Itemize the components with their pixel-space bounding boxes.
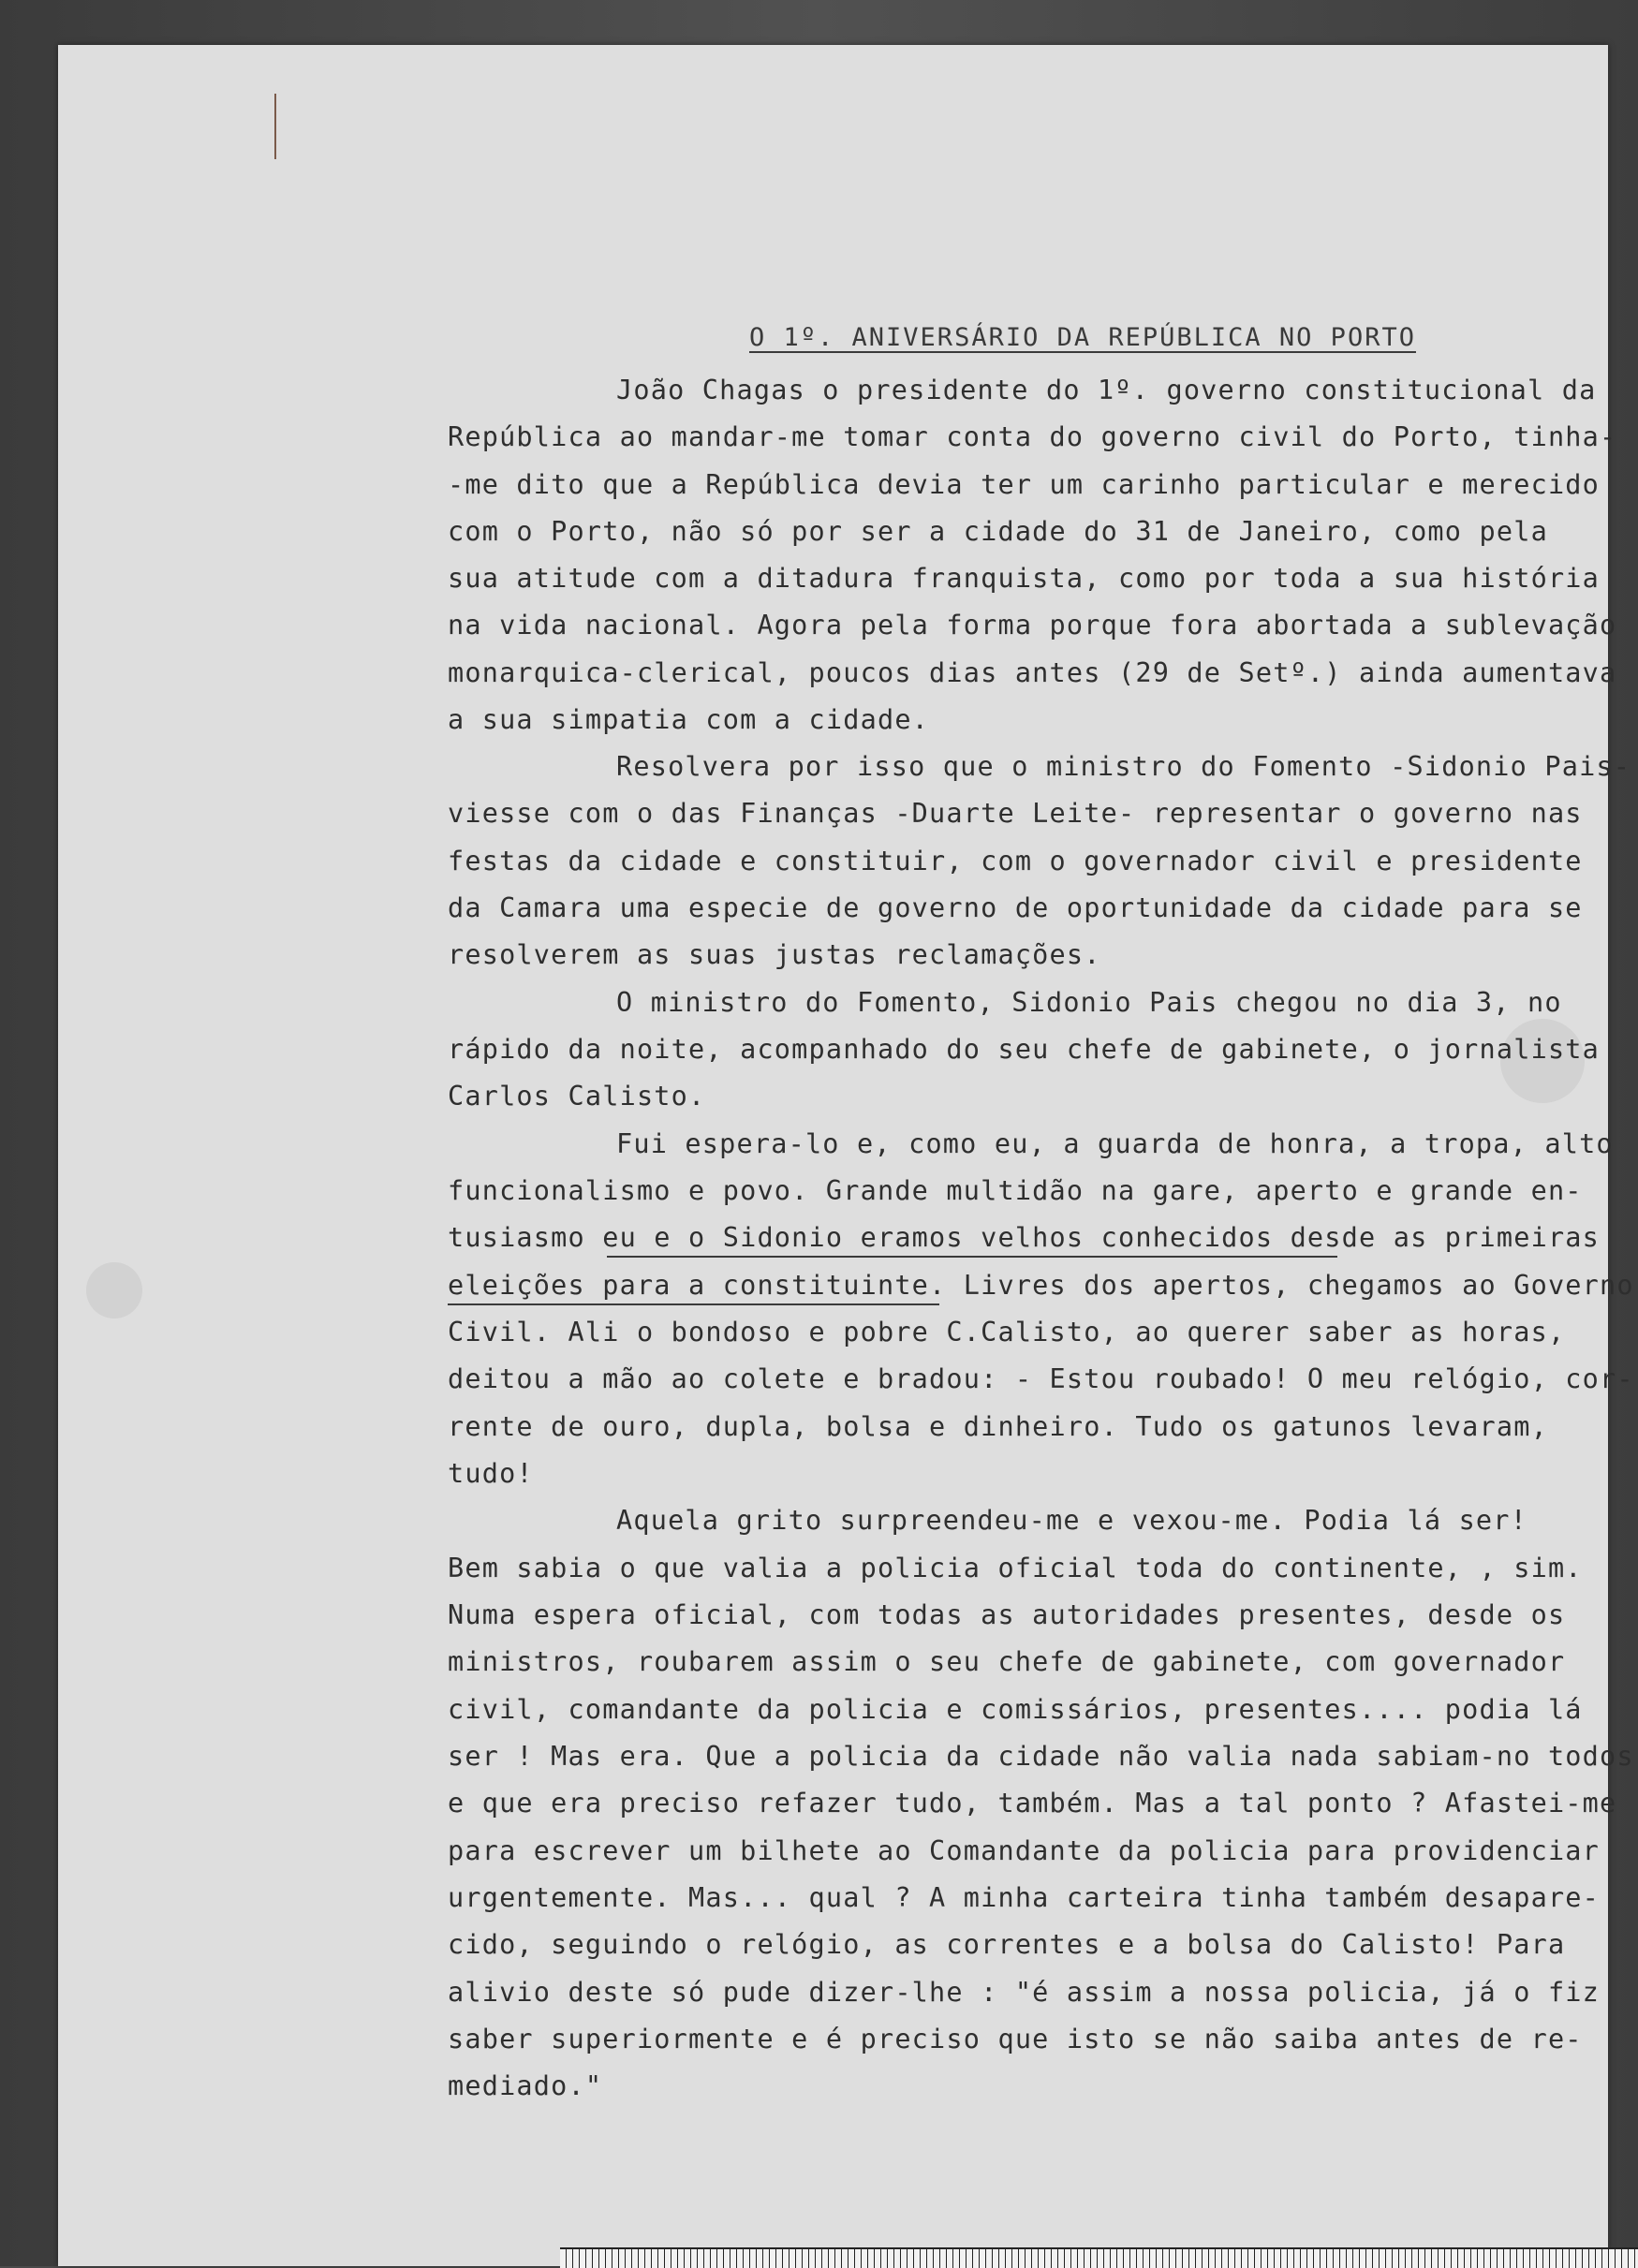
text-line: O ministro do Fomento, Sidonio Pais chegou no dia 3, no bbox=[616, 987, 1562, 1018]
pen-mark-icon bbox=[273, 94, 277, 159]
text-line: e que era preciso refazer tudo, também. Mas a tal ponto ? Afastei-me bbox=[448, 1788, 1617, 1819]
text-line: Fui espera-lo e, como eu, a guarda de honra, a tropa, alto bbox=[616, 1128, 1614, 1159]
text-line: Aquela grito surpreendeu-me e vexou-me. Podia lá ser! bbox=[616, 1505, 1527, 1536]
text-line: rente de ouro, dupla, bolsa e dinheiro. Tudo os gatunos levaram, bbox=[448, 1411, 1548, 1442]
text-line: rápido da noite, acompanhado do seu chefe de gabinete, o jornalista bbox=[448, 1034, 1601, 1065]
text-line: Bem sabia o que valia a policia oficial toda do continente, , sim. bbox=[448, 1553, 1583, 1583]
text-line: na vida nacional. Agora pela forma porque fora abortada a sublevação bbox=[448, 610, 1617, 641]
text-line: sua atitude com a ditadura franquista, como por toda a sua história bbox=[448, 563, 1601, 594]
handwritten-underline bbox=[448, 1303, 939, 1305]
text-line: Resolvera por isso que o ministro do Fomento -Sidonio Pais- bbox=[616, 751, 1631, 782]
text-line: Numa espera oficial, com todas as autoridades presentes, desde os bbox=[448, 1599, 1566, 1630]
text-line: tusiasmo eu e o Sidonio eramos velhos conhecidos desde as primeiras bbox=[448, 1222, 1601, 1253]
text-line: Carlos Calisto. bbox=[448, 1081, 706, 1112]
text-line: urgentemente. Mas... qual ? A minha carteira tinha também desapare- bbox=[448, 1882, 1601, 1913]
text-line: viesse com o das Finanças -Duarte Leite- representar o governo nas bbox=[448, 798, 1583, 829]
text-line: para escrever um bilhete ao Comandante da policia para providenciar bbox=[448, 1835, 1601, 1866]
text-line: ser ! Mas era. Que a policia da cidade não valia nada sabiam-no todos bbox=[448, 1741, 1634, 1772]
text-line: mediado." bbox=[448, 2070, 603, 2101]
paper-stain bbox=[86, 1262, 142, 1318]
text-line: monarquica-clerical, poucos dias antes (29 de Setº.) ainda aumentava bbox=[448, 657, 1617, 688]
text-line: Civil. Ali o bondoso e pobre C.Calisto, ao querer saber as horas, bbox=[448, 1317, 1566, 1348]
text-line: festas da cidade e constituir, com o governador civil e presidente bbox=[448, 846, 1583, 876]
text-line: cido, seguindo o relógio, as correntes e a bolsa do Calisto! Para bbox=[448, 1929, 1566, 1960]
text-line: alivio deste só pude dizer-lhe : "é assim a nossa policia, já o fiz bbox=[448, 1977, 1601, 2008]
text-line: ministros, roubarem assim o seu chefe de gabinete, com governador bbox=[448, 1646, 1566, 1677]
text-line: João Chagas o presidente do 1º. governo constitucional da bbox=[616, 375, 1597, 405]
text-line: República ao mandar-me tomar conta do governo civil do Porto, tinha- bbox=[448, 421, 1617, 452]
text-line: com o Porto, não só por ser a cidade do 31 de Janeiro, como pela bbox=[448, 516, 1548, 547]
handwritten-underline bbox=[607, 1256, 1337, 1258]
text-line: -me dito que a República devia ter um carinho particular e merecido bbox=[448, 469, 1601, 500]
text-line: resolverem as suas justas reclamações. bbox=[448, 939, 1101, 970]
text-line: funcionalismo e povo. Grande multidão na gare, aperto e grande en- bbox=[448, 1175, 1583, 1206]
text-line: a sua simpatia com a cidade. bbox=[448, 704, 930, 735]
text-line: saber superiormente e é preciso que isto se não saiba antes de re- bbox=[448, 2024, 1583, 2054]
text-line: eleições para a constituinte. Livres dos apertos, chegamos ao Governo bbox=[448, 1270, 1634, 1301]
text-line: da Camara uma especie de governo de oportunidade da cidade para se bbox=[448, 892, 1583, 923]
text-line: civil, comandante da policia e comissários, presentes.... podia lá bbox=[448, 1694, 1583, 1725]
text-line: tudo! bbox=[448, 1458, 534, 1489]
document-title: O 1º. ANIVERSÁRIO DA REPÚBLICA NO PORTO bbox=[749, 323, 1416, 352]
document-page bbox=[58, 45, 1634, 2266]
text-line: deitou a mão ao colete e bradou: - Estou roubado! O meu relógio, cor- bbox=[448, 1363, 1634, 1394]
scale-ruler bbox=[560, 2247, 1638, 2268]
